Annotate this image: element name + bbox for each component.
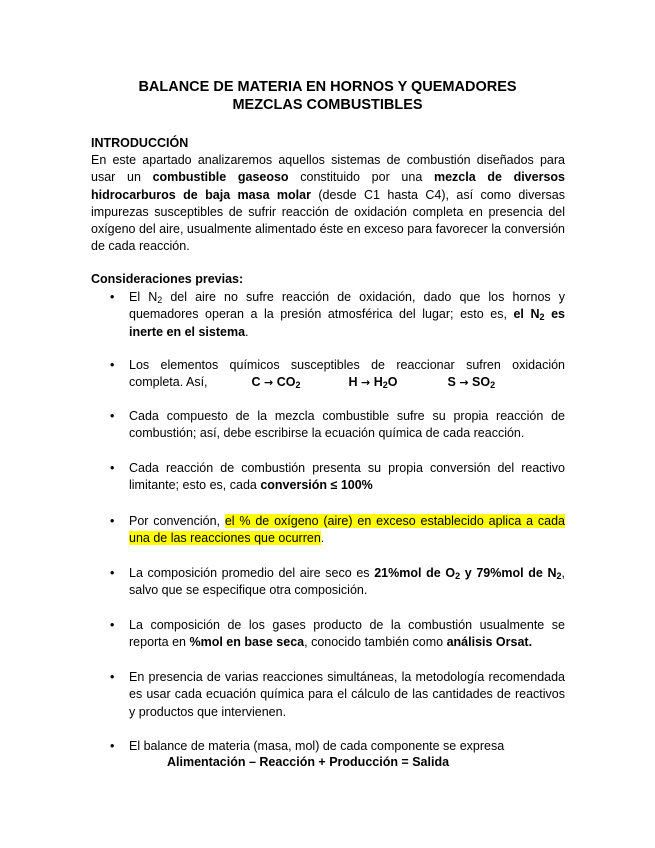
list-item-text: Cada compuesto de la mezcla combustible sufre su propia reacción de combustión; así, debe escribirse la ecuación química de cada reacción. — [129, 409, 565, 441]
intro-bold-2: mezcla de diversos hidrocarburos de baja masa molar — [91, 170, 565, 202]
bullet-marker: • — [110, 566, 115, 580]
arrow-right-icon: → — [459, 376, 469, 390]
b6-text-1: La composición promedio del aire seco es — [129, 566, 375, 580]
b2-text-1: Los elementos químicos susceptibles de reaccionar sufren oxidación completa. Así, — [129, 358, 565, 390]
list-item — [91, 408, 565, 443]
list-item — [91, 289, 565, 341]
b5-text-2: . — [320, 531, 325, 546]
bullet-marker: • — [110, 670, 115, 684]
list-item — [91, 565, 565, 600]
considerations-heading: Consideraciones previas: — [91, 272, 244, 286]
bullet-marker: • — [110, 739, 115, 753]
b1-text-2: del aire no sufre reacción de oxidación, dado que los hornos y quemadores operan a la presión atmosférica del lugar; esto es, — [129, 290, 565, 322]
b6-bold-1: 21%mol de O — [374, 566, 456, 580]
reaction-hydrogen-right: H — [373, 375, 383, 390]
bullet-marker: • — [110, 290, 115, 304]
reaction-hydrogen-tail: O — [387, 375, 398, 390]
arrow-right-icon: → — [264, 376, 274, 390]
list-item — [91, 617, 565, 652]
intro-bold-1: combustible gaseoso — [152, 170, 289, 185]
intro-paragraph — [91, 152, 565, 256]
b1-bold-sub: 2 — [539, 312, 545, 323]
b6-text-2: , salvo que se especifique otra composición. — [129, 566, 565, 598]
b7-bold-2: análisis Orsat. — [446, 635, 533, 650]
list-item-text — [129, 513, 565, 548]
b6-sub-1: 2 — [455, 571, 461, 581]
intro-heading: INTRODUCCIÓN — [91, 136, 189, 150]
highlighted-text: el % de oxígeno (aire) en exceso establecido aplica a cada una de las reacciones que ocurren — [129, 514, 566, 546]
b1-text-3: . — [245, 324, 249, 339]
list-item — [91, 738, 565, 755]
b7-text-1: La composición de los gases producto de la combustión usualmente se reporta en — [129, 618, 565, 650]
document-title-line-1: BALANCE DE MATERIA EN HORNOS Y QUEMADORES — [138, 79, 517, 95]
list-item — [91, 669, 565, 721]
b1-sub-1: 2 — [157, 295, 163, 305]
bullet-marker: • — [110, 514, 115, 528]
b6-sub-2: 2 — [556, 571, 562, 581]
b7-text-2: , conocido también como — [304, 635, 447, 650]
mass-balance-formula: Alimentación – Reacción + Producción = Salida — [167, 755, 450, 769]
arrow-right-icon: → — [361, 376, 371, 390]
bullet-marker: • — [110, 409, 115, 423]
reaction-carbon-sub: 2 — [295, 380, 301, 391]
list-item-text: En presencia de varias reacciones simultáneas, la metodología recomendada es usar cada ecuación química para el cálculo de las cantidades de reactivos y productos que intervienen. — [129, 670, 565, 719]
list-item-text — [129, 357, 565, 392]
b1-bold-1: el N — [513, 307, 540, 322]
bullet-marker: • — [110, 358, 115, 372]
bullet-marker: • — [110, 461, 115, 475]
list-item — [91, 513, 565, 548]
reaction-sulfur-left: S — [447, 375, 456, 390]
list-item-text — [129, 617, 565, 652]
b5-text-1: Por convención, — [129, 514, 225, 528]
b7-bold-1: %mol en base seca — [189, 635, 305, 650]
list-item-text — [129, 460, 565, 495]
list-item — [91, 460, 565, 495]
reaction-hydrogen-sub: 2 — [382, 380, 388, 391]
list-item-text — [129, 289, 565, 341]
list-item-text — [129, 565, 565, 600]
bullet-marker: • — [110, 618, 115, 632]
reaction-hydrogen-left: H — [348, 375, 358, 390]
list-item — [91, 357, 565, 392]
b1-bold-2: es inerte en el sistema — [129, 307, 565, 339]
reaction-carbon-left: C — [251, 375, 261, 390]
reaction-sulfur-right: SO — [472, 375, 491, 390]
b1-text-1: El N — [129, 290, 158, 304]
intro-text-3: (desde C1 hasta C4), así como diversas impurezas susceptibles de sufrir reacción de oxidación completa en presencia del oxígeno del aire, usualmente alimentado éste en exceso para favorecer la conversión de cada reacción. — [91, 187, 565, 254]
reaction-carbon-right: CO — [276, 375, 296, 390]
document-title-line-2: MEZCLAS COMBUSTIBLES — [232, 97, 423, 113]
intro-text-2: constituido por una — [288, 170, 434, 185]
b6-bold-2: y 79%mol de N — [460, 566, 557, 580]
b4-text-1: Cada reacción de combustión presenta su propia conversión del reactivo limitante; esto es, cada — [129, 461, 565, 493]
reaction-sulfur-sub: 2 — [490, 380, 496, 391]
intro-text-1: En este apartado analizaremos aquellos sistemas de combustión diseñados para usar un — [91, 153, 565, 185]
b4-bold-1: conversión ≤ 100% — [260, 478, 373, 493]
list-item-text: El balance de materia (masa, mol) de cada componente se expresa — [129, 739, 505, 753]
